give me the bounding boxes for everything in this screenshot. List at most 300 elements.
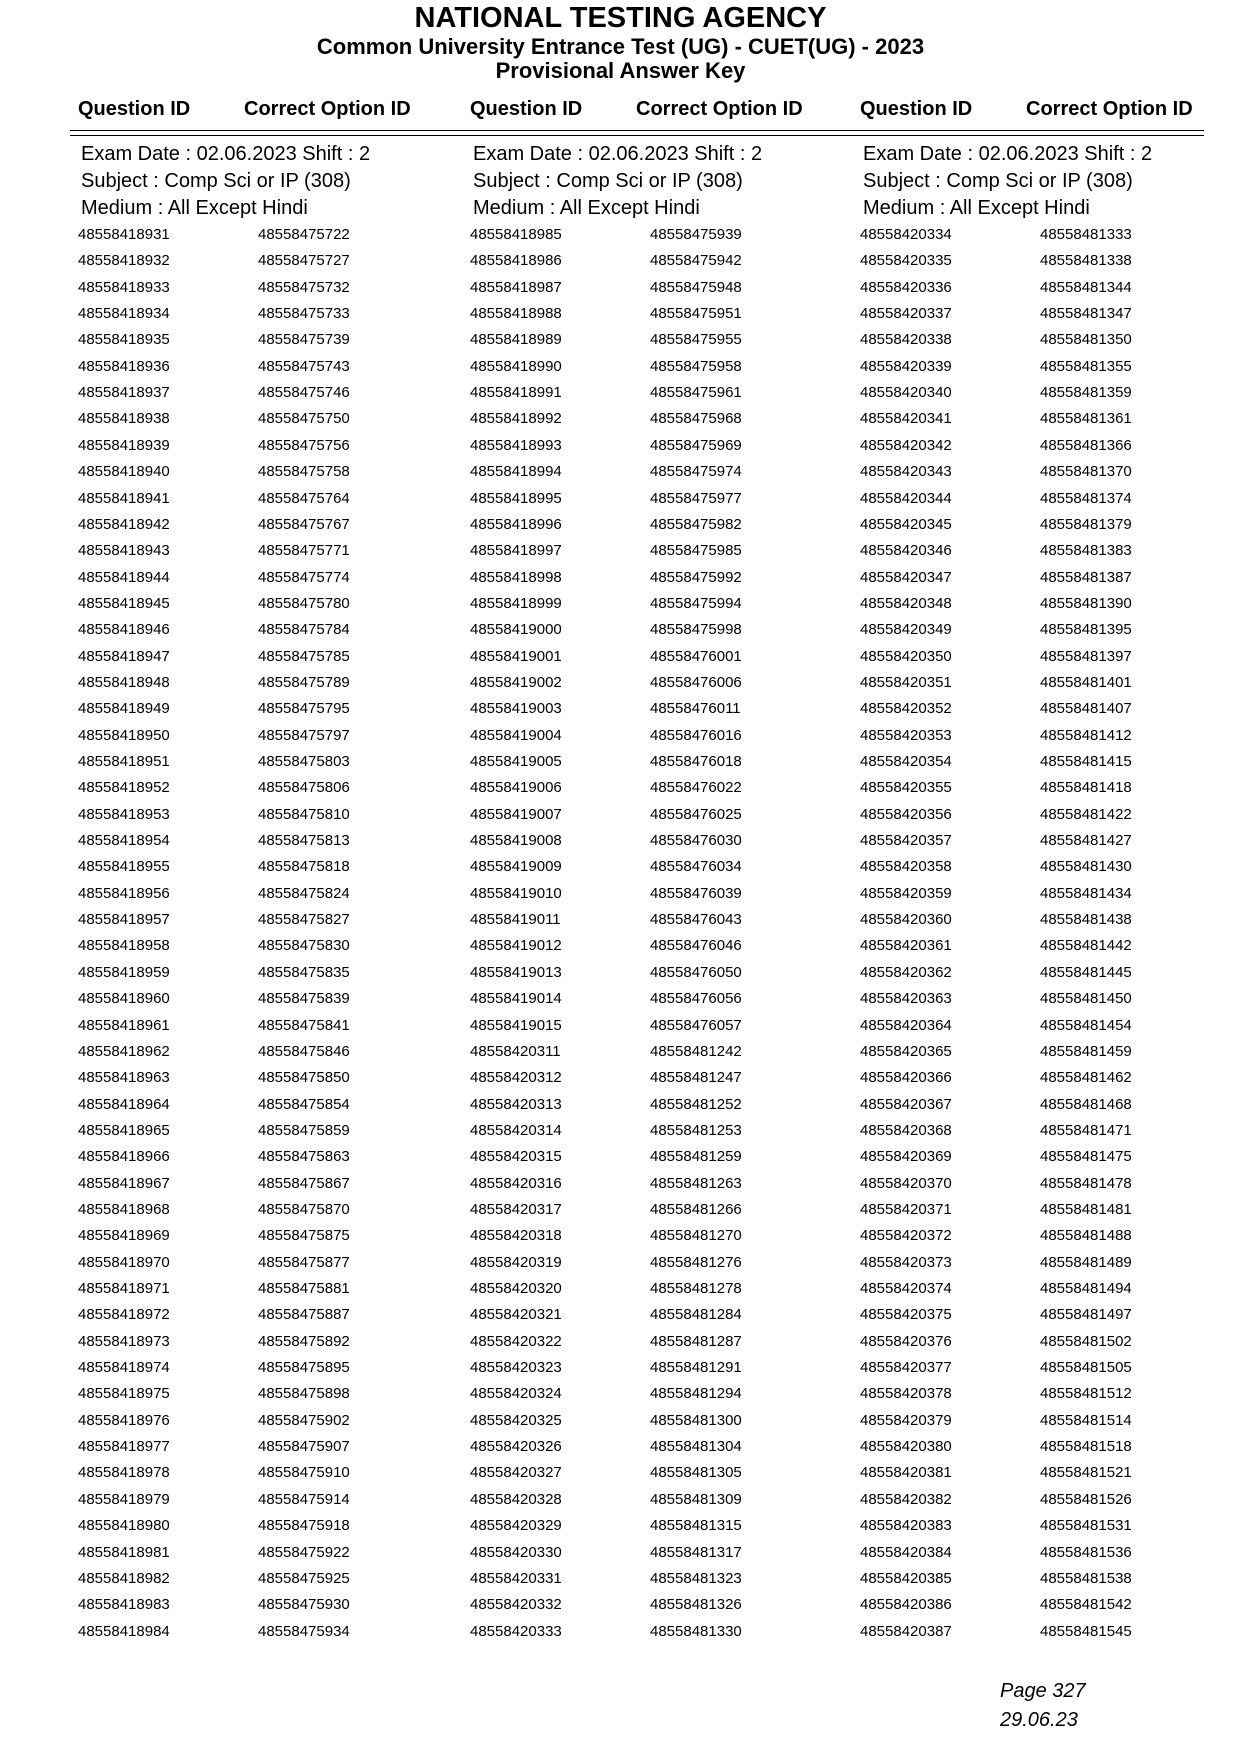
question-id-cell: 48558418993: [470, 436, 562, 454]
correct-option-id-cell: 48558481315: [650, 1517, 742, 1535]
question-id-cell: 48558420351: [860, 673, 952, 691]
question-id-cell: 48558419009: [470, 858, 562, 876]
correct-option-id-cell: 48558481276: [650, 1253, 742, 1271]
correct-option-id-cell: 48558481263: [650, 1174, 742, 1192]
header-rule-top: [70, 130, 1204, 131]
correct-option-id-cell: 48558475887: [258, 1306, 350, 1324]
correct-option-id-cell: 48558481531: [1040, 1517, 1132, 1535]
page-subtitle: Common University Entrance Test (UG) - CUET(UG) - 2023: [316, 34, 925, 59]
question-id-cell: 48558418953: [78, 805, 170, 823]
question-id-cell: 48558420378: [860, 1385, 952, 1403]
question-id-cell: 48558420349: [860, 621, 952, 639]
correct-option-id-cell: 48558475910: [258, 1464, 350, 1482]
question-id-cell: 48558420321: [470, 1306, 562, 1324]
question-id-cell: 48558420358: [860, 858, 952, 876]
correct-option-id-cell: 48558481266: [650, 1200, 742, 1218]
correct-option-id-cell: 48558481390: [1040, 594, 1132, 612]
question-id-cell: 48558420373: [860, 1253, 952, 1271]
question-id-cell: 48558418999: [470, 594, 562, 612]
correct-option-id-cell: 48558475810: [258, 805, 350, 823]
question-id-cell: 48558419010: [470, 884, 562, 902]
correct-option-id-cell: 48558481407: [1040, 700, 1132, 718]
correct-option-id-cell: 48558475806: [258, 779, 350, 797]
correct-option-id-cell: 48558481438: [1040, 911, 1132, 929]
question-id-cell: 48558420314: [470, 1121, 562, 1139]
question-id-cell: 48558418954: [78, 832, 170, 850]
question-id-cell: 48558418942: [78, 515, 170, 533]
question-id-cell: 48558420343: [860, 463, 952, 481]
footer-date: 29.06.23: [1000, 1709, 1078, 1731]
question-id-cell: 48558420339: [860, 357, 952, 375]
question-id-cell: 48558418941: [78, 489, 170, 507]
correct-option-id-cell: 48558476046: [650, 937, 742, 955]
correct-option-id-cell: 48558481526: [1040, 1490, 1132, 1508]
question-id-cell: 48558420361: [860, 937, 952, 955]
correct-option-id-cell: 48558475939: [650, 226, 742, 243]
correct-option-id-cell: 48558481350: [1040, 331, 1132, 349]
correct-option-id-cell: 48558481242: [650, 1042, 742, 1060]
question-id-cell: 48558420313: [470, 1095, 562, 1113]
correct-option-id-cell: 48558481518: [1040, 1438, 1132, 1456]
question-id-cell: 48558420315: [470, 1148, 562, 1166]
question-id-cell: 48558418948: [78, 673, 170, 691]
question-id-cell: 48558420379: [860, 1411, 952, 1429]
question-id-cell: 48558420372: [860, 1227, 952, 1245]
correct-option-id-cell: 48558476056: [650, 990, 742, 1008]
question-id-cell: 48558420376: [860, 1332, 952, 1350]
correct-option-id-cell: 48558475846: [258, 1042, 350, 1060]
correct-option-id-cell: 48558475841: [258, 1016, 350, 1034]
correct-option-id-cell: 48558481252: [650, 1095, 742, 1113]
question-id-cell: 48558418998: [470, 568, 562, 586]
question-id-cell: 48558420332: [470, 1596, 562, 1614]
question-id-cell: 48558420371: [860, 1200, 952, 1218]
question-id-cell: 48558418974: [78, 1359, 170, 1377]
question-id-cell: 48558418940: [78, 463, 170, 481]
correct-option-id-cell: 48558475850: [258, 1069, 350, 1087]
question-id-cell: 48558420365: [860, 1042, 952, 1060]
question-id-cell: 48558420316: [470, 1174, 562, 1192]
correct-option-id-cell: 48558475758: [258, 463, 350, 481]
correct-option-id-cell: 48558481387: [1040, 568, 1132, 586]
question-id-cell: 48558418933: [78, 278, 170, 296]
question-id-cell: 48558418979: [78, 1490, 170, 1508]
correct-option-id-cell: 48558475895: [258, 1359, 350, 1377]
correct-option-id-cell: 48558481538: [1040, 1569, 1132, 1587]
correct-option-id-cell: 48558475780: [258, 594, 350, 612]
question-id-cell: 48558418951: [78, 753, 170, 770]
correct-option-id-cell: 48558476022: [650, 779, 742, 797]
question-id-cell: 48558418995: [470, 489, 562, 507]
question-id-cell: 48558420364: [860, 1016, 952, 1034]
correct-option-id-cell: 48558481478: [1040, 1174, 1132, 1192]
question-id-cell: 48558418978: [78, 1464, 170, 1482]
question-id-cell: 48558418966: [78, 1148, 170, 1166]
question-id-cell: 48558420386: [860, 1596, 952, 1614]
correct-option-id-cell: 48558481462: [1040, 1069, 1132, 1087]
question-id-cell: 48558420325: [470, 1411, 562, 1429]
question-id-cell: 48558420333: [470, 1622, 562, 1640]
correct-option-id-cell: 48558481366: [1040, 436, 1132, 454]
correct-option-id-cell: 48558481488: [1040, 1227, 1132, 1245]
question-id-cell: 48558418996: [470, 515, 562, 533]
correct-option-id-cell: 48558475727: [258, 252, 350, 270]
question-id-cell: 48558420340: [860, 384, 952, 402]
correct-option-id-cell: 48558475982: [650, 515, 742, 533]
correct-option-id-cell: 48558475746: [258, 384, 350, 402]
question-id-cell: 48558420344: [860, 489, 952, 507]
correct-option-id-cell: 48558475934: [258, 1622, 350, 1640]
question-id-cell: 48558420317: [470, 1200, 562, 1218]
correct-option-id-cell: 48558475992: [650, 568, 742, 586]
question-id-cell: 48558420352: [860, 700, 952, 718]
question-id-cell: 48558420367: [860, 1095, 952, 1113]
question-id-cell: 48558419004: [470, 726, 562, 744]
correct-option-id-cell: 48558475974: [650, 463, 742, 481]
question-id-cell: 48558418958: [78, 937, 170, 955]
question-id-cell: 48558420311: [470, 1042, 561, 1060]
correct-option-id-cell: 48558481344: [1040, 278, 1132, 296]
question-id-cell: 48558419001: [470, 647, 562, 665]
question-id-cell: 48558418955: [78, 858, 170, 876]
question-id-cell: 48558420346: [860, 542, 952, 560]
correct-option-id-cell: 48558481326: [650, 1596, 742, 1614]
correct-option-id-cell: 48558481468: [1040, 1095, 1132, 1113]
question-id-cell: 48558420374: [860, 1280, 952, 1297]
correct-option-id-cell: 48558475875: [258, 1227, 350, 1245]
correct-option-id-cell: 48558481395: [1040, 621, 1132, 639]
question-id-cell: 48558420387: [860, 1622, 952, 1640]
correct-option-id-cell: 48558481434: [1040, 884, 1132, 902]
question-id-cell: 48558418991: [470, 384, 562, 402]
correct-option-id-cell: 48558475774: [258, 568, 350, 586]
question-id-cell: 48558420338: [860, 331, 952, 349]
question-id-cell: 48558418934: [78, 305, 170, 323]
question-id-cell: 48558418994: [470, 463, 562, 481]
correct-option-id-cell: 48558475985: [650, 542, 742, 560]
question-id-cell: 48558420330: [470, 1543, 562, 1561]
correct-option-id-cell: 48558475955: [650, 331, 742, 349]
correct-option-id-cell: 48558476034: [650, 858, 742, 876]
question-id-cell: 48558419012: [470, 937, 562, 955]
correct-option-id-cell: 48558475813: [258, 832, 350, 850]
correct-option-id-cell: 48558475854: [258, 1095, 350, 1113]
correct-option-id-cell: 48558481418: [1040, 779, 1132, 797]
question-id-cell: 48558418932: [78, 252, 170, 270]
medium-label: Medium : All Except Hindi: [473, 197, 700, 219]
document-type: Provisional Answer Key: [495, 58, 746, 83]
correct-option-id-cell: 48558481481: [1040, 1200, 1132, 1218]
question-id-cell: 48558418965: [78, 1121, 170, 1139]
correct-option-id-cell: 48558481333: [1040, 226, 1132, 243]
question-id-cell: 48558420363: [860, 990, 952, 1008]
question-id-cell: 48558420383: [860, 1517, 952, 1535]
correct-option-id-cell: 48558481430: [1040, 858, 1132, 876]
question-id-cell: 48558420324: [470, 1385, 562, 1403]
correct-option-id-cell: 48558481323: [650, 1569, 742, 1587]
question-id-cell: 48558418992: [470, 410, 562, 428]
question-id-cell: 48558420384: [860, 1543, 952, 1561]
correct-option-id-cell: 48558475898: [258, 1385, 350, 1403]
correct-option-id-cell: 48558475743: [258, 357, 350, 375]
correct-option-id-cell: 48558475824: [258, 884, 350, 902]
correct-option-id-cell: 48558481459: [1040, 1042, 1132, 1060]
question-id-cell: 48558418997: [470, 542, 562, 560]
correct-option-id-cell: 48558475998: [650, 621, 742, 639]
correct-option-id-cell: 48558475918: [258, 1517, 350, 1535]
correct-option-id-cell: 48558481536: [1040, 1543, 1132, 1561]
correct-option-id-cell: 48558481309: [650, 1490, 742, 1508]
question-id-header: Question ID: [78, 98, 191, 120]
correct-option-id-cell: 48558481270: [650, 1227, 742, 1245]
correct-option-id-cell: 48558475767: [258, 515, 350, 533]
correct-option-id-cell: 48558475733: [258, 305, 350, 323]
correct-option-id-cell: 48558481475: [1040, 1148, 1132, 1166]
correct-option-id-cell: 48558475739: [258, 331, 350, 349]
question-id-cell: 48558419014: [470, 990, 562, 1008]
correct-option-id-cell: 48558475750: [258, 410, 350, 428]
correct-option-id-cell: 48558481512: [1040, 1385, 1132, 1403]
question-id-cell: 48558420334: [860, 226, 952, 243]
correct-option-id-cell: 48558475925: [258, 1569, 350, 1587]
question-id-cell: 48558419013: [470, 963, 562, 981]
correct-option-id-cell: 48558481383: [1040, 542, 1132, 560]
question-id-cell: 48558418962: [78, 1042, 170, 1060]
correct-option-id-cell: 48558481361: [1040, 410, 1132, 428]
question-id-cell: 48558420368: [860, 1121, 952, 1139]
question-id-cell: 48558418986: [470, 252, 562, 270]
question-id-cell: 48558420360: [860, 911, 952, 929]
correct-option-id-cell: 48558475977: [650, 489, 742, 507]
question-id-cell: 48558420355: [860, 779, 952, 797]
correct-option-id-cell: 48558475892: [258, 1332, 350, 1350]
question-id-cell: 48558419007: [470, 805, 562, 823]
correct-option-id-cell: 48558481347: [1040, 305, 1132, 323]
question-id-cell: 48558418968: [78, 1200, 170, 1218]
correct-option-id-cell: 48558475867: [258, 1174, 350, 1192]
correct-option-id-cell: 48558475994: [650, 594, 742, 612]
correct-option-id-cell: 48558481359: [1040, 384, 1132, 402]
correct-option-id-cell: 48558481471: [1040, 1121, 1132, 1139]
correct-option-id-cell: 48558475785: [258, 647, 350, 665]
exam-date-label: Exam Date : 02.06.2023 Shift : 2: [81, 143, 371, 165]
question-id-cell: 48558420385: [860, 1569, 952, 1587]
question-id-cell: 48558420356: [860, 805, 952, 823]
correct-option-id-cell: 48558475881: [258, 1280, 350, 1297]
correct-option-id-cell: 48558481397: [1040, 647, 1132, 665]
question-id-cell: 48558420337: [860, 305, 952, 323]
correct-option-id-cell: 48558476006: [650, 673, 742, 691]
subject-label: Subject : Comp Sci or IP (308): [473, 170, 743, 192]
correct-option-id-header: Correct Option ID: [244, 98, 411, 120]
correct-option-id-cell: 48558481291: [650, 1359, 742, 1377]
correct-option-id-cell: 48558481454: [1040, 1016, 1132, 1034]
correct-option-id-cell: 48558476016: [650, 726, 742, 744]
correct-option-id-cell: 48558481494: [1040, 1280, 1132, 1297]
correct-option-id-cell: 48558481502: [1040, 1332, 1132, 1350]
question-id-cell: 48558420326: [470, 1438, 562, 1456]
question-id-cell: 48558420377: [860, 1359, 952, 1377]
correct-option-id-cell: 48558481330: [650, 1622, 742, 1640]
correct-option-id-cell: 48558476018: [650, 753, 742, 770]
question-id-cell: 48558418946: [78, 621, 170, 639]
question-id-cell: 48558418943: [78, 542, 170, 560]
question-id-cell: 48558418947: [78, 647, 170, 665]
question-id-cell: 48558418980: [78, 1517, 170, 1535]
question-id-cell: 48558420320: [470, 1280, 562, 1297]
correct-option-id-cell: 48558476011: [650, 700, 741, 718]
question-id-cell: 48558420319: [470, 1253, 562, 1271]
header-rule-bottom: [70, 135, 1204, 136]
question-id-cell: 48558420382: [860, 1490, 952, 1508]
question-id-cell: 48558418963: [78, 1069, 170, 1087]
correct-option-id-cell: 48558481374: [1040, 489, 1132, 507]
correct-option-id-cell: 48558476030: [650, 832, 742, 850]
question-id-cell: 48558418945: [78, 594, 170, 612]
question-id-cell: 48558420331: [470, 1569, 562, 1587]
correct-option-id-cell: 48558481542: [1040, 1596, 1132, 1614]
question-id-cell: 48558418977: [78, 1438, 170, 1456]
question-id-cell: 48558419008: [470, 832, 562, 850]
correct-option-id-cell: 48558481450: [1040, 990, 1132, 1008]
correct-option-id-cell: 48558481278: [650, 1280, 742, 1297]
question-id-cell: 48558418938: [78, 410, 170, 428]
correct-option-id-cell: 48558475803: [258, 753, 350, 770]
correct-option-id-cell: 48558475968: [650, 410, 742, 428]
question-id-cell: 48558418957: [78, 911, 170, 929]
correct-option-id-cell: 48558476057: [650, 1016, 742, 1034]
question-id-cell: 48558419006: [470, 779, 562, 797]
correct-option-id-cell: 48558475907: [258, 1438, 350, 1456]
correct-option-id-cell: 48558475722: [258, 226, 350, 243]
correct-option-id-cell: 48558475827: [258, 911, 350, 929]
question-id-cell: 48558418960: [78, 990, 170, 1008]
correct-option-id-cell: 48558481355: [1040, 357, 1132, 375]
question-id-cell: 48558420345: [860, 515, 952, 533]
question-id-cell: 48558420327: [470, 1464, 562, 1482]
correct-option-id-cell: 48558475961: [650, 384, 742, 402]
correct-option-id-cell: 48558475795: [258, 700, 350, 718]
question-id-cell: 48558419003: [470, 700, 562, 718]
question-id-cell: 48558420318: [470, 1227, 562, 1245]
correct-option-id-cell: 48558475930: [258, 1596, 350, 1614]
correct-option-id-cell: 48558481284: [650, 1306, 742, 1324]
correct-option-id-cell: 48558481401: [1040, 673, 1132, 691]
question-id-cell: 48558420322: [470, 1332, 562, 1350]
correct-option-id-cell: 48558475870: [258, 1200, 350, 1218]
question-id-cell: 48558418964: [78, 1095, 170, 1113]
question-id-cell: 48558420323: [470, 1359, 562, 1377]
question-id-cell: 48558418987: [470, 278, 562, 296]
correct-option-id-cell: 48558481294: [650, 1385, 742, 1403]
question-id-cell: 48558418985: [470, 226, 562, 243]
correct-option-id-cell: 48558481338: [1040, 252, 1132, 270]
correct-option-id-cell: 48558475830: [258, 937, 350, 955]
correct-option-id-cell: 48558475922: [258, 1543, 350, 1561]
question-id-header: Question ID: [470, 98, 583, 120]
correct-option-id-cell: 48558481489: [1040, 1253, 1132, 1271]
medium-label: Medium : All Except Hindi: [863, 197, 1090, 219]
correct-option-id-cell: 48558481545: [1040, 1622, 1132, 1640]
correct-option-id-cell: 48558481379: [1040, 515, 1132, 533]
question-id-cell: 48558419005: [470, 753, 562, 770]
correct-option-id-cell: 48558475818: [258, 858, 350, 876]
correct-option-id-cell: 48558475859: [258, 1121, 350, 1139]
exam-date-label: Exam Date : 02.06.2023 Shift : 2: [473, 143, 763, 165]
question-id-cell: 48558420336: [860, 278, 952, 296]
question-id-cell: 48558419011: [470, 911, 561, 929]
correct-option-id-cell: 48558475835: [258, 963, 350, 981]
correct-option-id-cell: 48558481427: [1040, 832, 1132, 850]
correct-option-id-cell: 48558475732: [258, 278, 350, 296]
question-id-cell: 48558418990: [470, 357, 562, 375]
question-id-cell: 48558418971: [78, 1280, 170, 1297]
correct-option-id-header: Correct Option ID: [636, 98, 803, 120]
question-id-cell: 48558420354: [860, 753, 952, 770]
question-id-cell: 48558418956: [78, 884, 170, 902]
medium-label: Medium : All Except Hindi: [81, 197, 308, 219]
correct-option-id-cell: 48558475902: [258, 1411, 350, 1429]
question-id-cell: 48558420348: [860, 594, 952, 612]
correct-option-id-cell: 48558481370: [1040, 463, 1132, 481]
question-id-cell: 48558418982: [78, 1569, 170, 1587]
subject-label: Subject : Comp Sci or IP (308): [81, 170, 351, 192]
question-id-cell: 48558418939: [78, 436, 170, 454]
correct-option-id-cell: 48558476043: [650, 911, 742, 929]
question-id-cell: 48558418988: [470, 305, 562, 323]
question-id-cell: 48558418975: [78, 1385, 170, 1403]
correct-option-id-cell: 48558481300: [650, 1411, 742, 1429]
question-id-cell: 48558418972: [78, 1306, 170, 1324]
correct-option-id-cell: 48558481415: [1040, 753, 1132, 770]
question-id-cell: 48558420369: [860, 1148, 952, 1166]
question-id-cell: 48558418937: [78, 384, 170, 402]
correct-option-id-cell: 48558475789: [258, 673, 350, 691]
question-id-cell: 48558420312: [470, 1069, 562, 1087]
question-id-cell: 48558419015: [470, 1016, 562, 1034]
correct-option-id-cell: 48558481259: [650, 1148, 742, 1166]
correct-option-id-cell: 48558475958: [650, 357, 742, 375]
question-id-cell: 48558420362: [860, 963, 952, 981]
question-id-cell: 48558419002: [470, 673, 562, 691]
question-id-cell: 48558418944: [78, 568, 170, 586]
question-id-cell: 48558420375: [860, 1306, 952, 1324]
correct-option-id-cell: 48558481253: [650, 1121, 742, 1139]
question-id-cell: 48558418936: [78, 357, 170, 375]
correct-option-id-cell: 48558475764: [258, 489, 350, 507]
question-id-cell: 48558420350: [860, 647, 952, 665]
correct-option-id-cell: 48558475969: [650, 436, 742, 454]
correct-option-id-cell: 48558475951: [650, 305, 742, 323]
page-title: NATIONAL TESTING AGENCY: [414, 2, 827, 34]
question-id-cell: 48558418989: [470, 331, 562, 349]
correct-option-id-cell: 48558481514: [1040, 1411, 1132, 1429]
correct-option-id-cell: 48558476039: [650, 884, 742, 902]
correct-option-id-cell: 48558475914: [258, 1490, 350, 1508]
correct-option-id-cell: 48558476050: [650, 963, 742, 981]
question-id-cell: 48558420347: [860, 568, 952, 586]
question-id-cell: 48558418970: [78, 1253, 170, 1271]
correct-option-id-cell: 48558481422: [1040, 805, 1132, 823]
correct-option-id-cell: 48558475863: [258, 1148, 350, 1166]
correct-option-id-header: Correct Option ID: [1026, 98, 1193, 120]
question-id-cell: 48558420370: [860, 1174, 952, 1192]
question-id-cell: 48558418967: [78, 1174, 170, 1192]
question-id-cell: 48558418981: [78, 1543, 170, 1561]
question-id-cell: 48558420342: [860, 436, 952, 454]
correct-option-id-cell: 48558481505: [1040, 1359, 1132, 1377]
correct-option-id-cell: 48558481412: [1040, 726, 1132, 744]
